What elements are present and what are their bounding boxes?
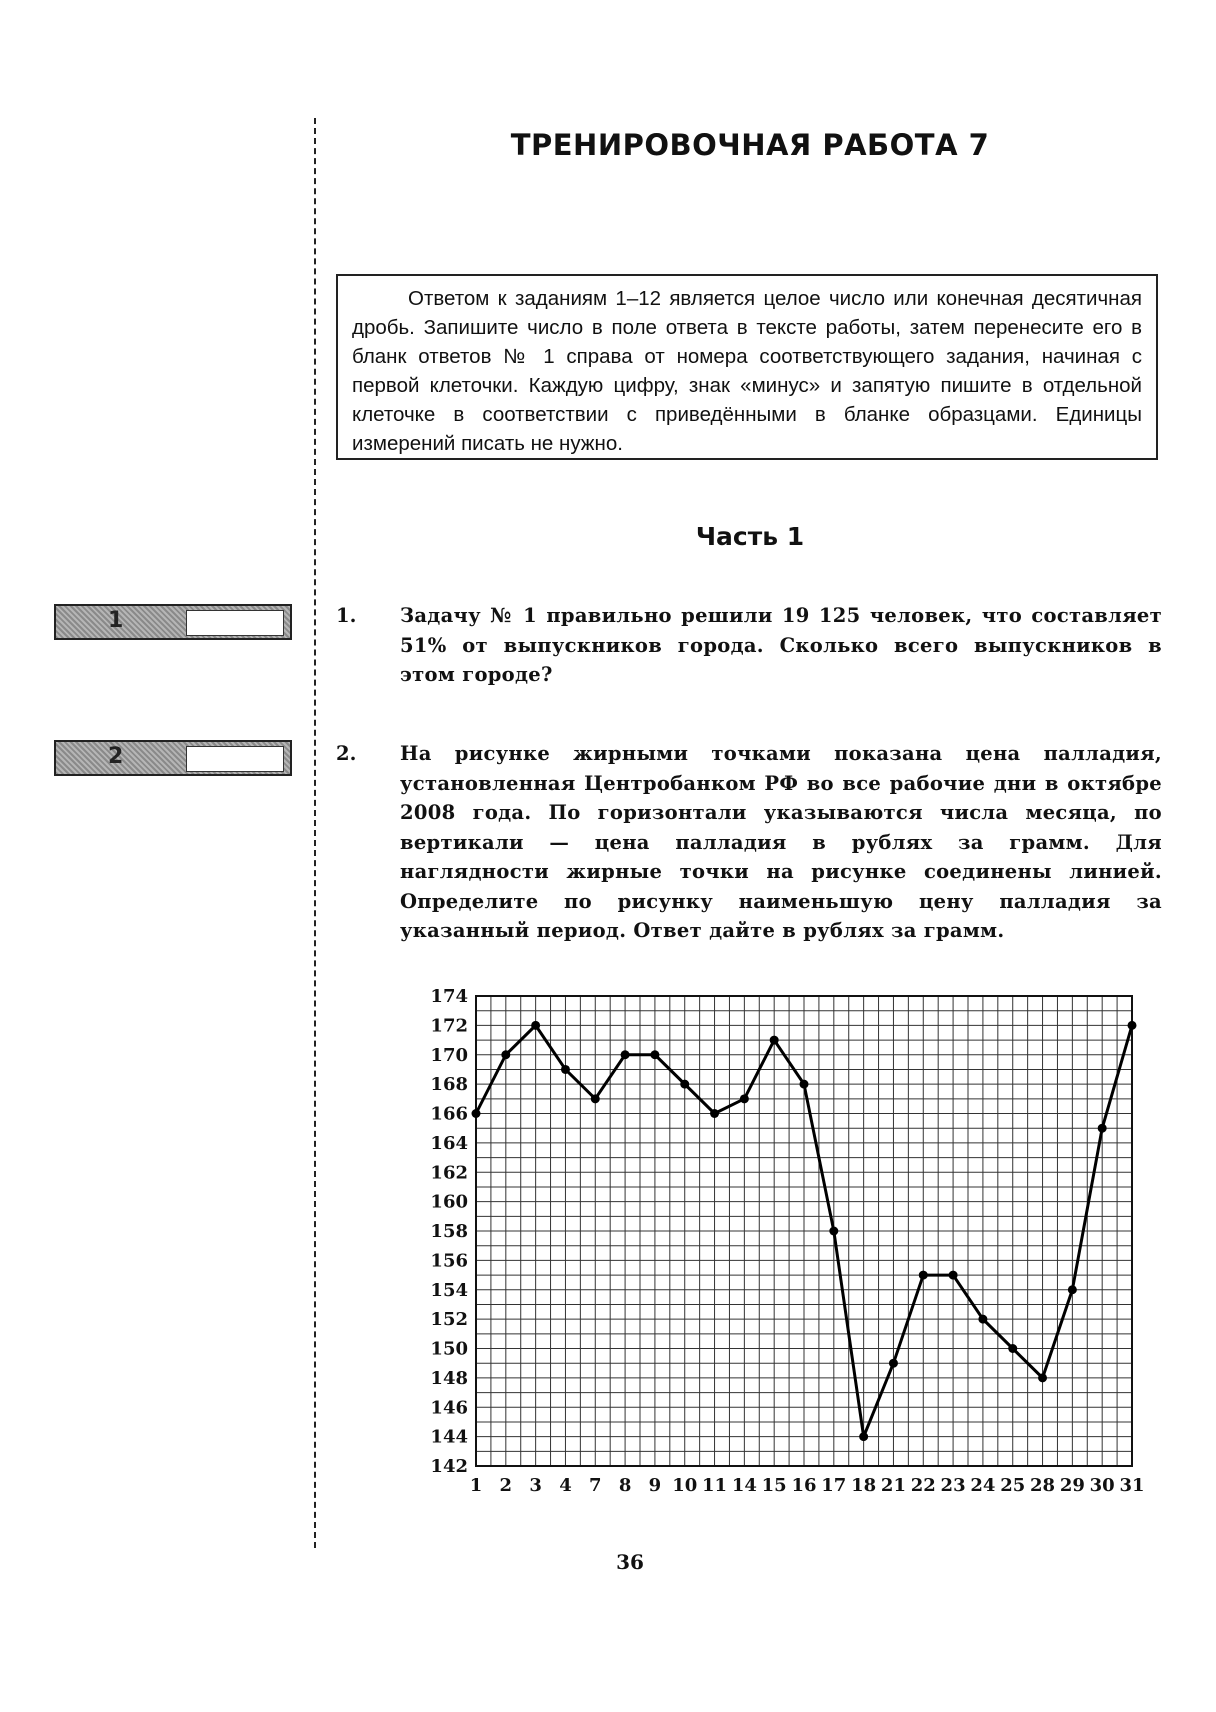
data-point — [770, 1036, 779, 1045]
x-tick-label: 17 — [821, 1475, 847, 1496]
y-tick-label: 158 — [430, 1221, 468, 1242]
answer-box-1 — [54, 604, 292, 640]
x-tick-label: 30 — [1089, 1475, 1115, 1496]
x-tick-label: 31 — [1119, 1475, 1145, 1496]
data-point — [621, 1050, 630, 1059]
answer-box-number: 2 — [108, 744, 124, 769]
data-point — [800, 1080, 809, 1089]
x-tick-label: 22 — [910, 1475, 936, 1496]
x-tick-label: 4 — [559, 1475, 572, 1496]
cut-line — [314, 118, 316, 1548]
data-point — [680, 1080, 689, 1089]
instructions-box — [336, 274, 1158, 460]
y-tick-label: 160 — [430, 1191, 468, 1213]
x-tick-label: 28 — [1030, 1475, 1056, 1496]
x-tick-label: 3 — [529, 1475, 542, 1496]
y-tick-label: 142 — [430, 1456, 468, 1477]
task-text: Задачу № 1 правильно решили 19 125 человек, что составляет 51% от выпускников города. Сколько всего выпускников в этом городе? — [400, 604, 1162, 686]
answer-field[interactable] — [186, 610, 284, 636]
y-tick-label: 146 — [430, 1397, 468, 1419]
data-point — [501, 1050, 510, 1059]
data-point — [919, 1271, 928, 1280]
task-text: На рисунке жирными точками показана цена палладия, установленная Центробанком РФ во все рабочие дни в октябре 2008 года. По горизонтали указываются числа месяца, по вертикали — цена палладия в рублях за грамм. Для наглядности жирные точки на рисунке соединены линией. Определите по рисунку наименьшую цену палладия за указанный период. Ответ дайте в рублях за грамм. — [400, 742, 1162, 942]
palladium-price-chart — [420, 976, 1145, 1496]
data-point — [650, 1050, 659, 1059]
data-point — [531, 1021, 540, 1030]
data-point — [1008, 1344, 1017, 1353]
data-point — [889, 1359, 898, 1368]
data-point — [740, 1094, 749, 1103]
y-tick-label: 164 — [430, 1132, 468, 1154]
task-number: 1. — [336, 604, 357, 627]
y-tick-label: 162 — [430, 1162, 468, 1184]
y-tick-label: 152 — [430, 1309, 468, 1331]
answer-field[interactable] — [186, 746, 284, 772]
x-tick-label: 24 — [970, 1475, 996, 1496]
x-tick-label: 1 — [469, 1475, 483, 1496]
task-number: 2. — [336, 742, 357, 765]
x-tick-label: 23 — [940, 1475, 966, 1496]
answer-box-number: 1 — [108, 608, 124, 633]
y-tick-label: 150 — [430, 1338, 468, 1360]
x-tick-label: 25 — [1000, 1475, 1026, 1496]
y-tick-label: 148 — [430, 1367, 468, 1389]
x-tick-label: 11 — [702, 1475, 728, 1496]
task-2 — [336, 739, 1162, 946]
part-title: Часть 1 — [695, 522, 805, 551]
instructions-text: Ответом к заданиям 1–12 является целое число или конечная десятичная дробь. Запишите число в поле ответа в тексте работы, затем перенесите его в бланк ответов № 1 справа от номера соответствующего задания, начиная с первой клеточки. Каждую цифру, знак «минус» и запятую пишите в отдельной клеточке в соответствии с приведёнными в бланке образцами. Единицы измерений писать не нужно. — [352, 287, 1142, 455]
y-tick-label: 170 — [430, 1044, 468, 1066]
data-point — [1098, 1124, 1107, 1133]
answer-box-2 — [54, 740, 292, 776]
x-tick-label: 21 — [880, 1475, 906, 1496]
y-tick-label: 154 — [430, 1279, 468, 1301]
page-number: 36 — [616, 1550, 644, 1574]
data-point — [591, 1094, 600, 1103]
x-tick-label: 16 — [791, 1475, 817, 1496]
data-point — [949, 1271, 958, 1280]
data-point — [561, 1065, 570, 1074]
data-point — [710, 1109, 719, 1118]
page-title: ТРЕНИРОВОЧНАЯ РАБОТА 7 — [510, 128, 990, 162]
data-point — [1038, 1373, 1047, 1382]
data-point — [1128, 1021, 1137, 1030]
x-tick-label: 14 — [731, 1475, 757, 1496]
y-tick-label: 174 — [430, 986, 468, 1007]
task-1 — [336, 601, 1162, 690]
y-tick-label: 144 — [430, 1426, 468, 1448]
x-tick-label: 9 — [648, 1475, 662, 1496]
x-tick-label: 2 — [499, 1475, 513, 1496]
x-tick-label: 15 — [761, 1475, 787, 1496]
y-tick-label: 168 — [430, 1074, 468, 1096]
y-tick-label: 172 — [430, 1015, 468, 1037]
data-point — [829, 1227, 838, 1236]
data-point — [859, 1432, 868, 1441]
y-tick-label: 156 — [430, 1250, 468, 1272]
x-tick-label: 7 — [589, 1475, 602, 1496]
data-point — [1068, 1285, 1077, 1294]
data-point — [472, 1109, 481, 1118]
x-tick-label: 29 — [1059, 1475, 1085, 1496]
x-tick-label: 18 — [851, 1475, 877, 1496]
x-tick-label: 8 — [618, 1475, 632, 1496]
data-point — [978, 1315, 987, 1324]
y-tick-label: 166 — [430, 1103, 468, 1125]
x-tick-label: 10 — [672, 1475, 698, 1496]
